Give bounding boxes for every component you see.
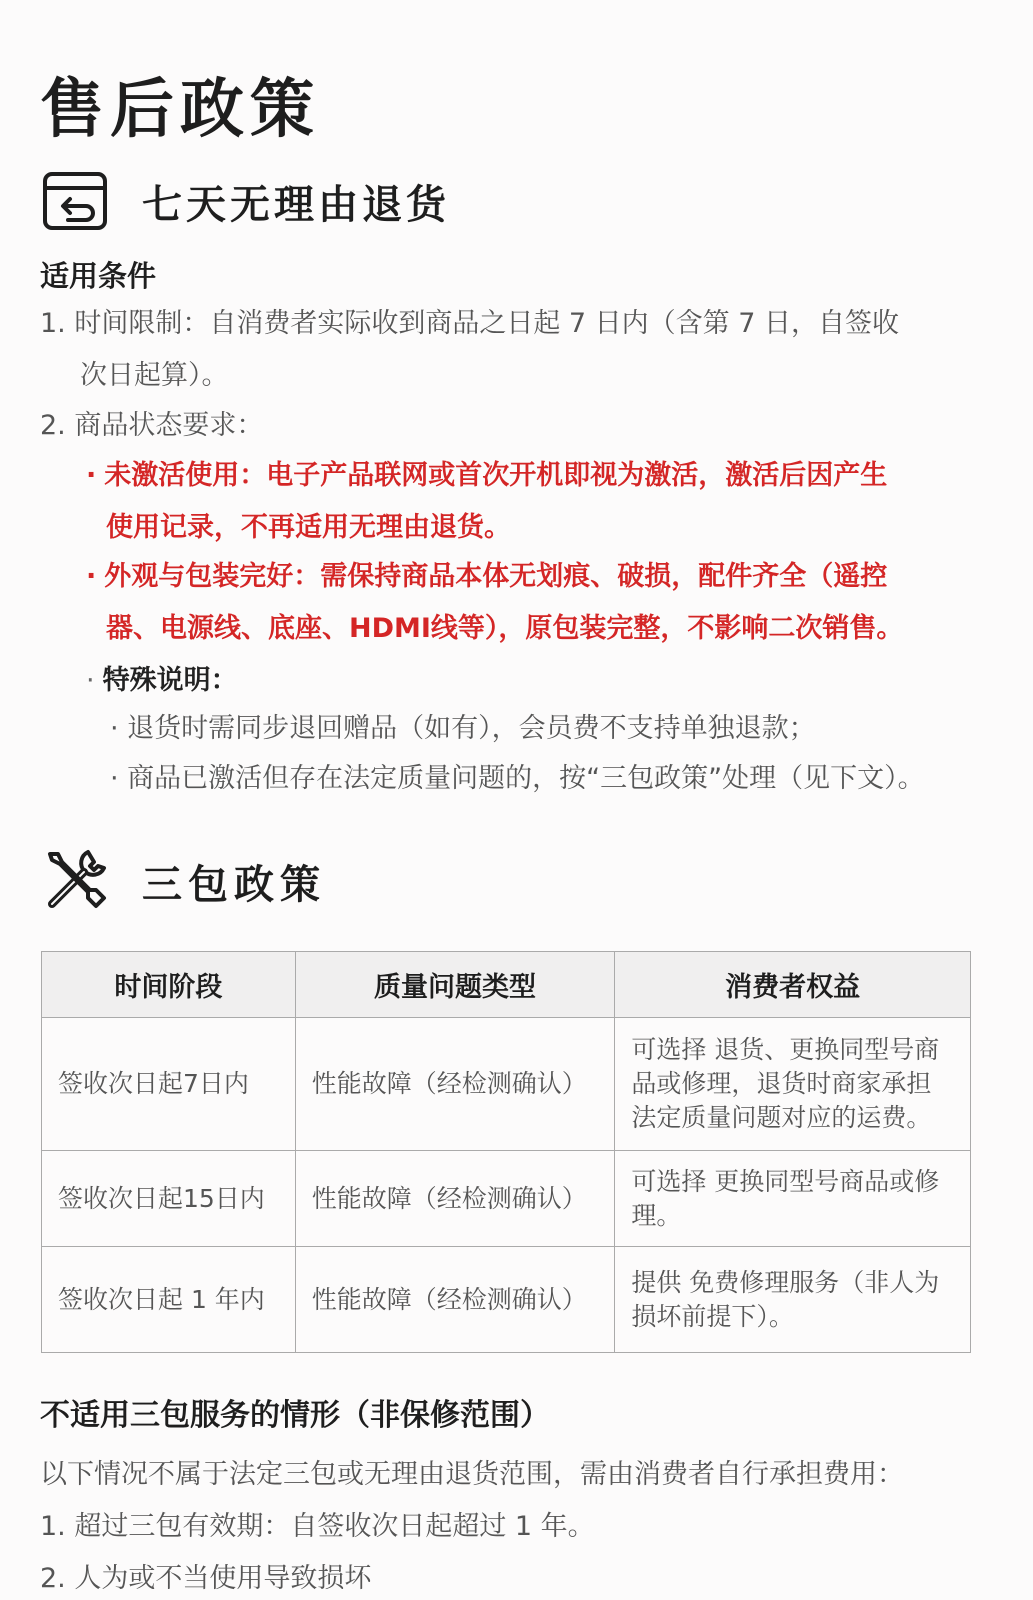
- table-cell-issue: 性能故障（经检测确认）: [295, 1247, 615, 1353]
- table-cell-rights: 可选择 更换同型号商品或修理。: [615, 1151, 971, 1247]
- exclusions-intro: 以下情况不属于法定三包或无理由退货范围，需由消费者自行承担费用：: [40, 1459, 904, 1490]
- warranty-section-header: [40, 846, 326, 916]
- condition-item-text: 1. 时间限制：自消费者实际收到商品之日起 7 日内（含第 7 日，自签收: [40, 308, 900, 339]
- table-cell-issue: 性能故障（经检测确认）: [295, 1018, 615, 1151]
- special-note-item: · 退货时需同步退回赠品（如有），会员费不支持单独退款；: [110, 713, 816, 744]
- bullet-dot: ·: [86, 665, 95, 696]
- bullet-dot: ·: [86, 460, 97, 491]
- table-header-cell: 质量问题类型: [295, 952, 615, 1018]
- exclusion-item: 1. 超过三包有效期：自签收次日起超过 1 年。: [40, 1511, 595, 1542]
- table-cell-period: 签收次日起15日内: [42, 1151, 296, 1247]
- special-note-text: 特殊说明：: [102, 665, 238, 696]
- red-notice-text-cont: 使用记录，不再适用无理由退货。: [106, 512, 511, 543]
- table-row: [42, 1247, 971, 1353]
- warranty-section-title: 三包政策: [142, 861, 326, 908]
- red-notice-appearance: [86, 551, 976, 655]
- table-header-cell: 消费者权益: [615, 952, 971, 1018]
- return-section-header: [40, 166, 450, 236]
- table-header-cell: 时间阶段: [42, 952, 296, 1018]
- special-note-label: [86, 656, 238, 706]
- tools-icon: [40, 846, 110, 916]
- special-note-item: · 商品已激活但存在法定质量问题的，按“三包政策”处理（见下文）。: [110, 763, 925, 794]
- condition-item-state: 2. 商品状态要求：: [40, 410, 264, 441]
- condition-item-time-limit: [40, 298, 980, 402]
- bullet-dot: ·: [86, 561, 97, 592]
- return-box-icon: [40, 166, 110, 236]
- table-cell-rights: 提供 免费修理服务（非人为损坏前提下）。: [615, 1247, 971, 1353]
- table-cell-period: 签收次日起 1 年内: [42, 1247, 296, 1353]
- condition-item-text-cont: 次日起算）。: [80, 360, 229, 391]
- table-header-row: [42, 952, 971, 1018]
- return-section-title: 七天无理由退货: [142, 181, 450, 228]
- red-notice-not-activated: [86, 450, 976, 554]
- conditions-heading: 适用条件: [40, 259, 157, 293]
- table-cell-issue: 性能故障（经检测确认）: [295, 1151, 615, 1247]
- warranty-table: [41, 951, 971, 1353]
- red-notice-text: 未激活使用：电子产品联网或首次开机即视为激活，激活后因产生: [104, 460, 888, 491]
- exclusions-heading: 不适用三包服务的情形（非保修范围）: [40, 1398, 550, 1433]
- page-title: 售后政策: [40, 73, 320, 147]
- table-cell-rights: 可选择 退货、更换同型号商品或修理，退货时商家承担法定质量问题对应的运费。: [615, 1018, 971, 1151]
- exclusion-item: 2. 人为或不当使用导致损坏: [40, 1563, 372, 1594]
- table-cell-period: 签收次日起7日内: [42, 1018, 296, 1151]
- red-notice-text: 外观与包装完好：需保持商品本体无划痕、破损，配件齐全（遥控: [104, 561, 888, 592]
- red-notice-text-cont: 器、电源线、底座、HDMI线等），原包装完整，不影响二次销售。: [106, 613, 904, 644]
- table-row: [42, 1151, 971, 1247]
- table-row: [42, 1018, 971, 1151]
